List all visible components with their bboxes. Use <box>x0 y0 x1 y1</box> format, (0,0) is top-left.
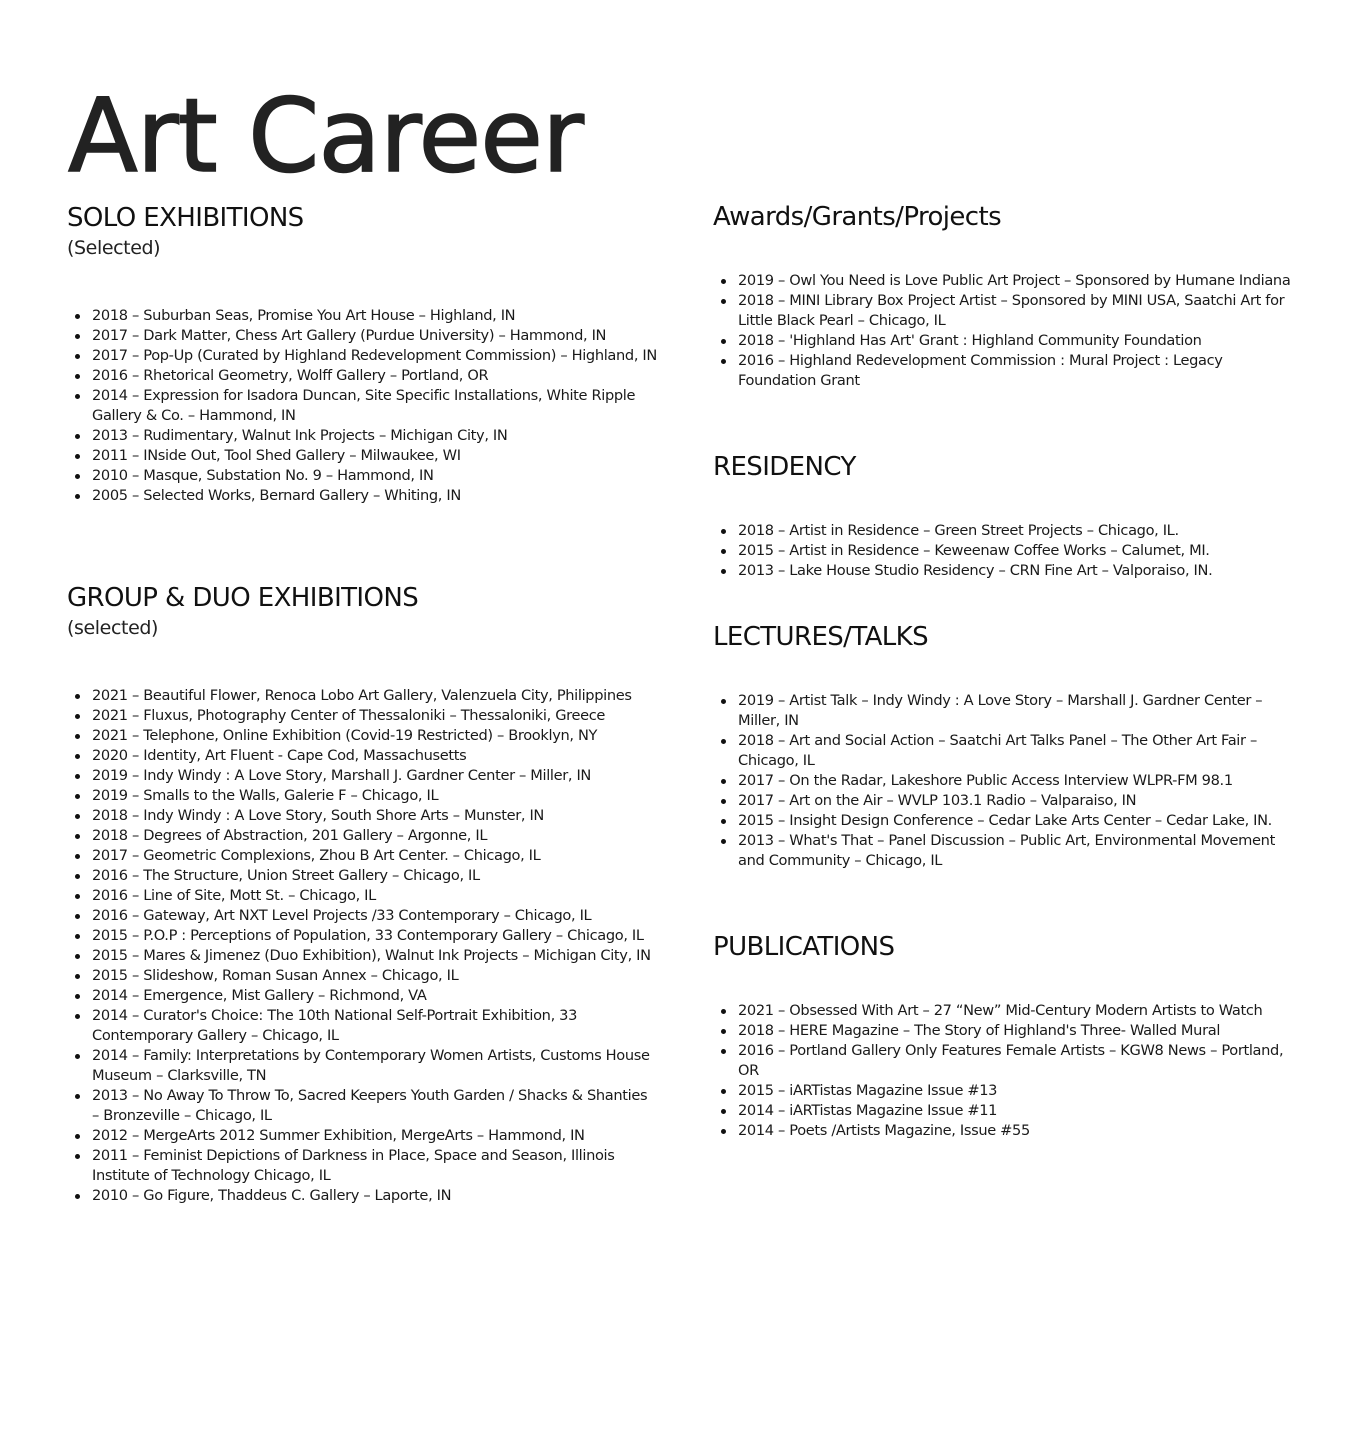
group-exhibition-item: 2015 – Slideshow, Roman Susan Annex – Chicago, IL <box>92 966 657 986</box>
solo-exhibition-item: 2005 – Selected Works, Bernard Gallery – Whiting, IN <box>92 486 657 506</box>
award-item: 2019 – Owl You Need is Love Public Art Project – Sponsored by Humane Indiana <box>738 271 1298 291</box>
section-heading-lectures: LECTURES/TALKS <box>713 622 929 652</box>
lectures-list <box>713 691 1313 871</box>
award-item: 2018 – MINI Library Box Project Artist – Sponsored by MINI USA, Saatchi Art for Little Black Pearl – Chicago, IL <box>738 291 1298 331</box>
publication-item: 2016 – Portland Gallery Only Features Female Artists – KGW8 News – Portland, OR <box>738 1041 1298 1081</box>
solo-exhibition-item: 2017 – Dark Matter, Chess Art Gallery (Purdue University) – Hammond, IN <box>92 326 657 346</box>
group-exhibition-item: 2019 – Indy Windy : A Love Story, Marshall J. Gardner Center – Miller, IN <box>92 766 657 786</box>
section-subheading-group: (selected) <box>67 617 159 639</box>
section-heading-residency: RESIDENCY <box>713 452 856 482</box>
publication-item: 2014 – Poets /Artists Magazine, Issue #55 <box>738 1121 1298 1141</box>
group-exhibition-item: 2011 – Feminist Depictions of Darkness in Place, Space and Season, Illinois Institute of Technology Chicago, IL <box>92 1146 657 1186</box>
group-exhibition-item: 2021 – Fluxus, Photography Center of Thessaloniki – Thessaloniki, Greece <box>92 706 657 726</box>
solo-exhibition-item: 2017 – Pop-Up (Curated by Highland Redevelopment Commission) – Highland, IN <box>92 347 657 364</box>
group-exhibition-item: 2014 – Curator's Choice: The 10th National Self-Portrait Exhibition, 33 Contemporary Gallery – Chicago, IL <box>92 1006 657 1046</box>
lecture-item: 2018 – Art and Social Action – Saatchi Art Talks Panel – The Other Art Fair – Chicago, IL <box>738 731 1298 771</box>
lectures-section <box>713 620 1313 871</box>
residency-list <box>713 521 1313 581</box>
solo-exhibition-item: 2014 – Expression for Isadora Duncan, Site Specific Installations, White Ripple Gallery & Co. – Hammond, IN <box>92 386 657 426</box>
group-exhibition-item: 2012 – MergeArts 2012 Summer Exhibition, MergeArts – Hammond, IN <box>92 1126 657 1146</box>
lecture-item: 2013 – What's That – Panel Discussion – Public Art, Environmental Movement and Community – Chicago, IL <box>738 831 1298 871</box>
award-item: 2018 – 'Highland Has Art' Grant : Highland Community Foundation <box>738 331 1298 351</box>
section-heading-group: GROUP & DUO EXHIBITIONS <box>67 583 419 613</box>
publications-list <box>713 1001 1313 1141</box>
group-exhibition-item: 2020 – Identity, Art Fluent - Cape Cod, Massachusetts <box>92 746 657 766</box>
residency-item: 2015 – Artist in Residence – Keweenaw Coffee Works – Calumet, MI. <box>738 541 1298 561</box>
group-exhibition-item: 2014 – Family: Interpretations by Contemporary Women Artists, Customs House Museum – Clarksville, TN <box>92 1046 657 1086</box>
group-exhibition-item: 2018 – Indy Windy : A Love Story, South Shore Arts – Munster, IN <box>92 806 657 826</box>
solo-exhibition-item: 2010 – Masque, Substation No. 9 – Hammond, IN <box>92 466 657 486</box>
solo-exhibition-item: 2013 – Rudimentary, Walnut Ink Projects – Michigan City, IN <box>92 426 657 446</box>
group-exhibition-item: 2017 – Geometric Complexions, Zhou B Art Center. – Chicago, IL <box>92 846 657 866</box>
group-exhibition-item: 2016 – Line of Site, Mott St. – Chicago, IL <box>92 886 657 906</box>
solo-exhibition-item: 2016 – Rhetorical Geometry, Wolff Gallery – Portland, OR <box>92 366 657 386</box>
solo-exhibitions-section <box>67 201 667 506</box>
lecture-item: 2019 – Artist Talk – Indy Windy : A Love Story – Marshall J. Gardner Center – Miller, IN <box>738 691 1298 731</box>
group-exhibition-item: 2010 – Go Figure, Thaddeus C. Gallery – Laporte, IN <box>92 1186 657 1206</box>
residency-item: 2013 – Lake House Studio Residency – CRN Fine Art – Valporaiso, IN. <box>738 561 1298 581</box>
lecture-item: 2017 – Art on the Air – WVLP 103.1 Radio – Valparaiso, IN <box>738 791 1298 811</box>
solo-exhibition-item: 2018 – Suburban Seas, Promise You Art House – Highland, IN <box>92 306 657 326</box>
section-heading-publications: PUBLICATIONS <box>713 932 895 962</box>
lecture-item: 2015 – Insight Design Conference – Cedar Lake Arts Center – Cedar Lake, IN. <box>738 811 1298 831</box>
awards-section <box>713 200 1313 391</box>
publication-item: 2018 – HERE Magazine – The Story of Highland's Three- Walled Mural <box>738 1021 1298 1041</box>
group-exhibition-item: 2021 – Telephone, Online Exhibition (Covid-19 Restricted) – Brooklyn, NY <box>92 726 657 746</box>
residency-section <box>713 450 1313 581</box>
publication-item: 2014 – iARTistas Magazine Issue #11 <box>738 1101 1298 1121</box>
group-exhibitions-section <box>67 581 667 1206</box>
publication-item: 2015 – iARTistas Magazine Issue #13 <box>738 1081 1298 1101</box>
awards-list <box>713 271 1313 391</box>
group-exhibition-item: 2016 – Gateway, Art NXT Level Projects /33 Contemporary – Chicago, IL <box>92 906 657 926</box>
section-heading-awards: Awards/Grants/Projects <box>713 202 1002 232</box>
group-exhibitions-list <box>67 686 667 1206</box>
group-exhibition-item: 2015 – P.O.P : Perceptions of Population, 33 Contemporary Gallery – Chicago, IL <box>92 926 657 946</box>
group-exhibition-item: 2019 – Smalls to the Walls, Galerie F – Chicago, IL <box>92 786 657 806</box>
group-exhibition-item: 2016 – The Structure, Union Street Gallery – Chicago, IL <box>92 866 657 886</box>
page-title: Art Career <box>68 77 583 196</box>
residency-item: 2018 – Artist in Residence – Green Street Projects – Chicago, IL. <box>738 521 1298 541</box>
group-exhibition-item: 2014 – Emergence, Mist Gallery – Richmond, VA <box>92 986 657 1006</box>
lecture-item: 2017 – On the Radar, Lakeshore Public Access Interview WLPR-FM 98.1 <box>738 771 1298 791</box>
publication-item: 2021 – Obsessed With Art – 27 “New” Mid-Century Modern Artists to Watch <box>738 1001 1298 1021</box>
award-item: 2016 – Highland Redevelopment Commission : Mural Project : Legacy Foundation Grant <box>738 351 1298 391</box>
section-subheading-solo: (Selected) <box>67 237 161 259</box>
section-heading-solo: SOLO EXHIBITIONS <box>67 203 304 233</box>
group-exhibition-item: 2013 – No Away To Throw To, Sacred Keepers Youth Garden / Shacks & Shanties – Bronzeville – Chicago, IL <box>92 1086 657 1126</box>
group-exhibition-item: 2015 – Mares & Jimenez (Duo Exhibition), Walnut Ink Projects – Michigan City, IN <box>92 946 657 966</box>
publications-section <box>713 930 1313 1141</box>
solo-exhibitions-list <box>67 306 667 506</box>
group-exhibition-item: 2021 – Beautiful Flower, Renoca Lobo Art Gallery, Valenzuela City, Philippines <box>92 686 657 706</box>
group-exhibition-item: 2018 – Degrees of Abstraction, 201 Gallery – Argonne, IL <box>92 826 657 846</box>
solo-exhibition-item: 2011 – INside Out, Tool Shed Gallery – Milwaukee, WI <box>92 446 657 466</box>
